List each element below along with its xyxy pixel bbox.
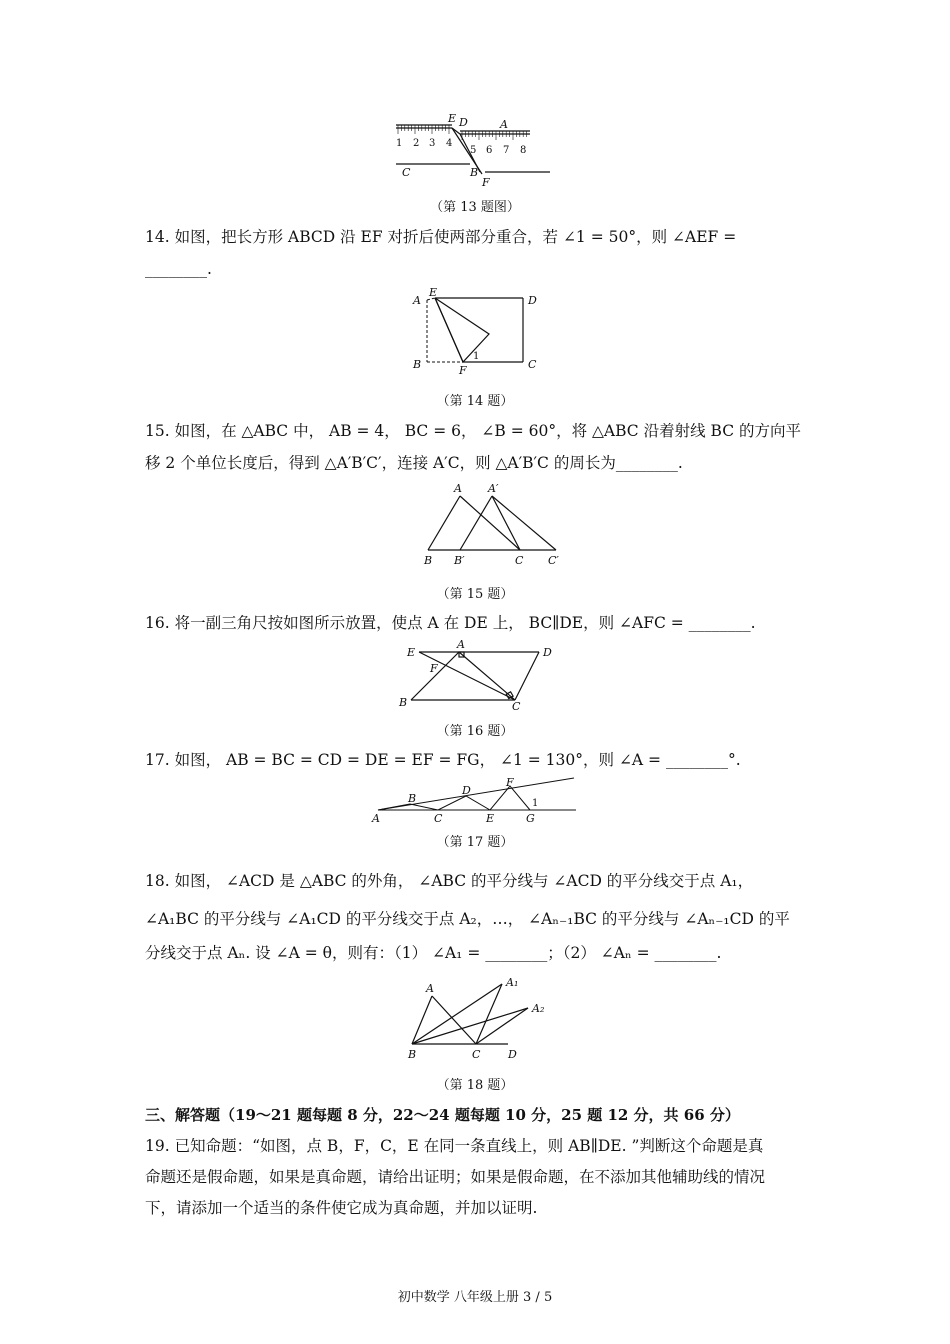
ruler-number: 6 [486, 145, 493, 156]
label-d: D [459, 116, 468, 129]
figure-18-caption: （第 18 题） [436, 1078, 514, 1093]
question-15-line-2: 移 2 个单位长度后，得到 △A′B′C′，连接 A′C，则 △A′B′C 的周长为________. [145, 454, 683, 472]
figure-17-caption: （第 17 题） [436, 835, 514, 850]
ruler-number: 4 [446, 138, 453, 149]
question-19-line-1: 19. 已知命题：“如图，点 B，F，C，E 在同一条直线上，则 AB∥DE. ”判断这个命题是真 [145, 1137, 764, 1155]
label-a: A [457, 638, 465, 651]
label-b: B [424, 554, 433, 567]
label-e: E [429, 286, 438, 299]
label-d: D [462, 784, 471, 797]
label-c: C [512, 700, 521, 713]
figure-13-caption: （第 13 题图） [430, 200, 520, 215]
figure-14-caption: （第 14 题） [436, 394, 514, 409]
label-e: E [407, 646, 416, 659]
ruler-number: 1 [396, 138, 403, 149]
ruler-number: 8 [520, 145, 527, 156]
label-a: A [372, 812, 380, 825]
figure-15 [418, 480, 568, 570]
label-b: B [413, 358, 422, 371]
section-3-title: 三、解答题（19～21 题每题 8 分，22～24 题每题 10 分，25 题 12 分，共 66 分） [145, 1106, 740, 1124]
figure-13 [390, 112, 560, 192]
question-18-line-2: ∠A₁BC 的平分线与 ∠A₁CD 的平分线交于点 A₂，…， ∠Aₙ₋₁BC 的平分线与 ∠Aₙ₋₁CD 的平 [145, 910, 790, 928]
question-18-line-1: 18. 如图， ∠ACD 是 △ABC 的外角， ∠ABC 的平分线与 ∠ACD 的平分线交于点 A₁， [145, 872, 754, 890]
label-d: D [508, 1048, 517, 1061]
label-c: C [472, 1048, 481, 1061]
figure-17 [370, 774, 580, 826]
label-a: A [413, 294, 421, 307]
label-c: C [402, 166, 411, 179]
question-19-line-3: 下，请添加一个适当的条件使它成为真命题，并加以证明. [145, 1199, 538, 1217]
label-a: A [426, 982, 434, 995]
label-f: F [482, 176, 490, 189]
question-15-line-1: 15. 如图，在 △ABC 中， AB = 4， BC = 6， ∠B = 60°，将 △ABC 沿着射线 BC 的方向平 [145, 422, 801, 440]
question-14-blank: ________. [145, 260, 212, 278]
figure-15-caption: （第 15 题） [436, 587, 514, 602]
page-footer: 初中数学 八年级上册 3 / 5 [397, 1290, 553, 1305]
label-c: C [434, 812, 443, 825]
figure-16-caption: （第 16 题） [436, 724, 514, 739]
ruler-number: 5 [470, 145, 477, 156]
ruler-number: 2 [413, 138, 420, 149]
angle-1-label: 1 [532, 798, 539, 809]
label-e: E [486, 812, 495, 825]
question-18-line-3: 分线交于点 Aₙ. 设 ∠A = θ，则有：（1） ∠A₁ = ________；（2） ∠Aₙ = ________. [145, 944, 722, 962]
label-g: G [526, 812, 535, 825]
label-f: F [459, 364, 467, 377]
figure-16 [395, 638, 565, 712]
question-14-text: 14. 如图，把长方形 ABCD 沿 EF 对折后使两部分重合，若 ∠1 = 50°，则 ∠AEF = [145, 228, 737, 246]
figure-14 [405, 286, 545, 378]
angle-1-label: 1 [473, 351, 480, 362]
figure-18 [398, 974, 558, 1062]
label-f: F [430, 662, 438, 675]
label-c: C [528, 358, 537, 371]
label-a1: A₁ [506, 976, 519, 989]
label-b: B [408, 1048, 417, 1061]
label-a: A [454, 482, 462, 495]
ruler-number: 3 [429, 138, 436, 149]
label-b-prime: B′ [454, 554, 465, 567]
label-c: C [515, 554, 524, 567]
label-b: B [470, 166, 479, 179]
question-19-line-2: 命题还是假命题，如果是真命题，请给出证明；如果是假命题，在不添加其他辅助线的情况 [145, 1168, 766, 1186]
label-f: F [506, 776, 514, 789]
ruler-number: 7 [503, 145, 510, 156]
label-c-prime: C′ [548, 554, 559, 567]
question-17-text: 17. 如图， AB = BC = CD = DE = EF = FG， ∠1 = 130°，则 ∠A = ________°. [145, 751, 741, 769]
label-d: D [543, 646, 552, 659]
question-16-text: 16. 将一副三角尺按如图所示放置，使点 A 在 DE 上， BC∥DE，则 ∠AFC = ________. [145, 614, 756, 632]
label-a2: A₂ [532, 1002, 545, 1015]
label-b: B [399, 696, 408, 709]
label-a-prime: A′ [488, 482, 499, 495]
label-b: B [408, 792, 417, 805]
label-e: E [448, 112, 457, 125]
label-a: A [500, 118, 508, 131]
label-d: D [528, 294, 537, 307]
